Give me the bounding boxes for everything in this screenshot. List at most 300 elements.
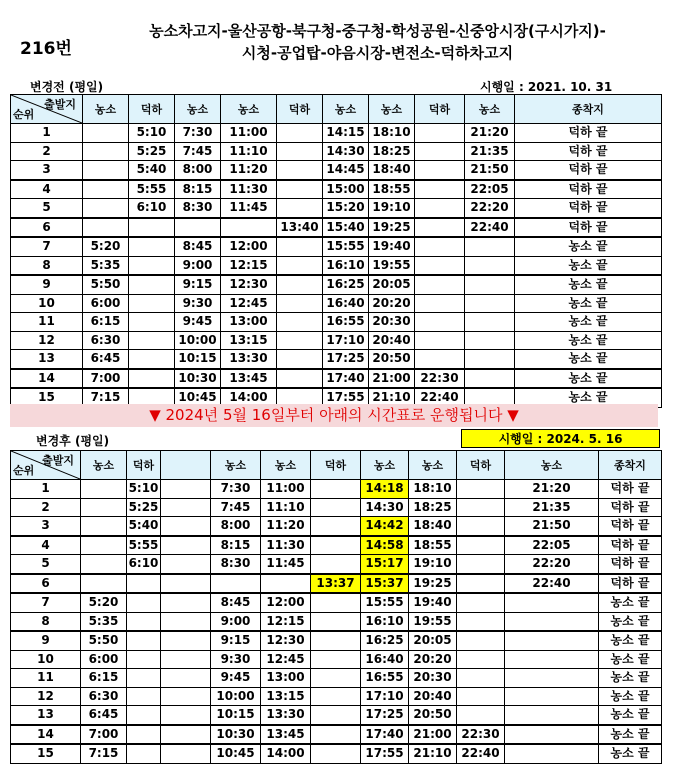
time-cell: 20:40	[369, 331, 415, 350]
before-header-col-8: 덕하	[415, 95, 465, 124]
time-cell: 5:50	[83, 275, 129, 294]
time-cell: 16:25	[323, 275, 369, 294]
time-cell: 13:00	[261, 669, 311, 688]
time-cell: 14:45	[323, 161, 369, 180]
table-row	[11, 350, 662, 369]
time-cell	[465, 237, 515, 256]
terminal-cell: 덕하 끝	[599, 480, 662, 499]
time-cell: 21:35	[505, 498, 599, 517]
terminal-cell: 덕하 끝	[599, 498, 662, 517]
time-cell	[277, 369, 323, 389]
time-cell	[415, 331, 465, 350]
table-row	[11, 142, 662, 161]
terminal-cell: 농소 끝	[599, 593, 662, 612]
schedule-change-notice: ▼ 2024년 5월 16일부터 아래의 시간표로 운행됩니다 ▼	[10, 404, 658, 427]
time-cell: 15:37	[361, 574, 409, 594]
time-cell: 13:15	[261, 687, 311, 706]
terminal-cell: 농소 끝	[515, 256, 662, 275]
time-cell	[311, 498, 361, 517]
time-cell	[161, 480, 211, 499]
time-cell	[81, 480, 127, 499]
time-cell: 22:40	[457, 744, 505, 763]
time-cell	[161, 669, 211, 688]
terminal-cell: 덕하 끝	[515, 142, 662, 161]
time-cell	[175, 218, 221, 238]
time-cell	[415, 313, 465, 332]
time-cell: 20:30	[369, 313, 415, 332]
row-number: 14	[11, 369, 83, 389]
time-cell: 20:20	[409, 650, 457, 669]
time-cell: 11:45	[261, 555, 311, 574]
time-cell: 19:10	[409, 555, 457, 574]
time-cell: 16:10	[361, 612, 409, 631]
row-number: 8	[11, 612, 81, 631]
terminal-cell: 농소 끝	[515, 350, 662, 369]
row-number: 7	[11, 593, 81, 612]
time-cell: 7:15	[81, 744, 127, 763]
time-cell: 14:58	[361, 536, 409, 555]
row-number: 14	[11, 725, 81, 745]
time-cell: 15:55	[323, 237, 369, 256]
time-cell: 6:45	[83, 350, 129, 369]
time-cell: 15:00	[323, 180, 369, 199]
time-cell: 14:30	[361, 498, 409, 517]
table-row	[11, 687, 662, 706]
time-cell: 8:00	[175, 161, 221, 180]
time-cell	[129, 275, 175, 294]
time-cell: 21:50	[505, 517, 599, 536]
row-number: 6	[11, 574, 81, 594]
time-cell	[311, 612, 361, 631]
time-cell: 22:40	[465, 218, 515, 238]
time-cell: 7:30	[175, 124, 221, 143]
time-cell	[161, 536, 211, 555]
time-cell	[465, 369, 515, 389]
time-cell: 16:55	[361, 669, 409, 688]
time-cell	[277, 313, 323, 332]
time-cell	[277, 275, 323, 294]
time-cell	[311, 687, 361, 706]
table-row	[11, 218, 662, 238]
row-number: 13	[11, 350, 83, 369]
terminal-cell: 덕하 끝	[515, 199, 662, 218]
time-cell	[129, 313, 175, 332]
time-cell: 6:30	[83, 331, 129, 350]
time-cell	[311, 593, 361, 612]
time-cell	[457, 498, 505, 517]
route-title-line-1: 농소차고지-울산공항-북구청-중구청-학성공원-신중앙시장(구시가지)-	[149, 22, 606, 40]
after-header-col-5: 농소	[261, 451, 311, 480]
row-number: 4	[11, 180, 83, 199]
time-cell	[161, 687, 211, 706]
after-header-col-3	[161, 451, 211, 480]
time-cell	[83, 199, 129, 218]
terminal-cell: 덕하 끝	[599, 536, 662, 555]
time-cell: 22:30	[415, 369, 465, 389]
time-cell	[127, 744, 161, 763]
time-cell	[505, 706, 599, 725]
before-effective-date: 시행일 : 2021. 10. 31	[480, 80, 613, 94]
time-cell	[465, 256, 515, 275]
terminal-cell: 농소 끝	[515, 388, 662, 407]
time-cell: 10:00	[175, 331, 221, 350]
time-cell: 5:25	[127, 498, 161, 517]
table-row	[11, 237, 662, 256]
row-number: 3	[11, 517, 81, 536]
time-cell	[415, 142, 465, 161]
row-number: 12	[11, 331, 83, 350]
time-cell: 20:50	[409, 706, 457, 725]
terminal-cell: 덕하 끝	[599, 517, 662, 536]
time-cell: 6:10	[127, 555, 161, 574]
time-cell: 21:00	[409, 725, 457, 745]
time-cell: 13:40	[277, 218, 323, 238]
table-row	[11, 294, 662, 313]
terminal-cell: 농소 끝	[599, 669, 662, 688]
time-cell	[415, 256, 465, 275]
table-row	[11, 199, 662, 218]
table-row	[11, 631, 662, 650]
time-cell: 17:25	[323, 350, 369, 369]
table-row	[11, 650, 662, 669]
time-cell	[311, 517, 361, 536]
time-cell: 14:15	[323, 124, 369, 143]
time-cell: 8:15	[175, 180, 221, 199]
row-number: 5	[11, 555, 81, 574]
terminal-cell: 농소 끝	[599, 687, 662, 706]
time-cell: 13:45	[261, 725, 311, 745]
time-cell: 14:00	[221, 388, 277, 407]
time-cell: 8:45	[175, 237, 221, 256]
row-number: 15	[11, 388, 83, 407]
time-cell: 5:35	[83, 256, 129, 275]
time-cell: 18:40	[409, 517, 457, 536]
time-cell	[277, 199, 323, 218]
time-cell	[277, 161, 323, 180]
time-cell: 14:42	[361, 517, 409, 536]
time-cell: 11:45	[221, 199, 277, 218]
time-cell: 22:20	[505, 555, 599, 574]
time-cell	[161, 744, 211, 763]
time-cell	[83, 142, 129, 161]
time-cell	[127, 593, 161, 612]
time-cell: 18:55	[409, 536, 457, 555]
time-cell: 13:15	[221, 331, 277, 350]
time-cell	[83, 180, 129, 199]
time-cell: 18:25	[369, 142, 415, 161]
terminal-cell: 농소 끝	[599, 744, 662, 763]
time-cell	[505, 744, 599, 763]
time-cell: 7:00	[81, 725, 127, 745]
table-row	[11, 517, 662, 536]
table-row	[11, 124, 662, 143]
time-cell	[161, 593, 211, 612]
time-cell: 22:40	[505, 574, 599, 594]
after-header-col-7: 농소	[361, 451, 409, 480]
time-cell: 12:00	[261, 593, 311, 612]
corner-top-label: 출발지	[44, 98, 76, 111]
time-cell: 9:45	[175, 313, 221, 332]
time-cell	[129, 218, 175, 238]
time-cell: 21:00	[369, 369, 415, 389]
time-cell	[457, 574, 505, 594]
terminal-cell: 덕하 끝	[515, 124, 662, 143]
time-cell	[277, 237, 323, 256]
time-cell: 13:45	[221, 369, 277, 389]
terminal-cell: 덕하 끝	[515, 161, 662, 180]
time-cell: 21:10	[369, 388, 415, 407]
time-cell: 12:45	[221, 294, 277, 313]
terminal-cell: 덕하 끝	[599, 555, 662, 574]
corner-top-label: 출발지	[42, 454, 74, 467]
time-cell: 7:00	[83, 369, 129, 389]
time-cell	[129, 369, 175, 389]
time-cell: 21:20	[505, 480, 599, 499]
time-cell: 5:20	[81, 593, 127, 612]
time-cell	[415, 218, 465, 238]
time-cell: 6:10	[129, 199, 175, 218]
time-cell: 10:15	[175, 350, 221, 369]
time-cell: 6:15	[81, 669, 127, 688]
row-number: 11	[11, 669, 81, 688]
time-cell: 15:17	[361, 555, 409, 574]
time-cell	[311, 669, 361, 688]
time-cell: 8:00	[211, 517, 261, 536]
table-row	[11, 536, 662, 555]
time-cell	[505, 669, 599, 688]
time-cell	[415, 350, 465, 369]
time-cell	[457, 555, 505, 574]
before-header-col-2: 덕하	[129, 95, 175, 124]
time-cell: 18:25	[409, 498, 457, 517]
time-cell: 20:05	[369, 275, 415, 294]
time-cell: 7:30	[211, 480, 261, 499]
time-cell: 6:45	[81, 706, 127, 725]
time-cell	[277, 331, 323, 350]
time-cell: 9:30	[175, 294, 221, 313]
time-cell	[457, 536, 505, 555]
time-cell: 17:40	[361, 725, 409, 745]
row-number: 10	[11, 650, 81, 669]
time-cell: 19:10	[369, 199, 415, 218]
time-cell	[505, 593, 599, 612]
time-cell: 9:15	[175, 275, 221, 294]
before-header-col-10: 종착지	[515, 95, 662, 124]
row-number: 1	[11, 124, 83, 143]
time-cell	[161, 706, 211, 725]
table-row	[11, 498, 662, 517]
after-timetable	[10, 450, 662, 764]
time-cell: 17:40	[323, 369, 369, 389]
time-cell: 9:00	[175, 256, 221, 275]
time-cell: 22:30	[457, 725, 505, 745]
table-row	[11, 275, 662, 294]
time-cell: 12:15	[261, 612, 311, 631]
after-effective-date: 시행일 : 2024. 5. 16	[461, 429, 660, 448]
time-cell: 11:00	[261, 480, 311, 499]
before-header-col-6: 농소	[323, 95, 369, 124]
time-cell: 16:55	[323, 313, 369, 332]
row-number: 3	[11, 161, 83, 180]
route-number: 216번	[20, 39, 72, 59]
row-number: 13	[11, 706, 81, 725]
corner-bottom-label: 순위	[13, 108, 35, 121]
time-cell	[457, 706, 505, 725]
time-cell	[311, 480, 361, 499]
time-cell: 5:10	[127, 480, 161, 499]
row-number: 11	[11, 313, 83, 332]
time-cell	[129, 256, 175, 275]
before-timetable	[10, 94, 662, 408]
table-row	[11, 706, 662, 725]
table-row	[11, 369, 662, 389]
time-cell	[261, 574, 311, 594]
time-cell	[127, 725, 161, 745]
time-cell	[505, 687, 599, 706]
time-cell: 7:15	[83, 388, 129, 407]
time-cell: 6:00	[81, 650, 127, 669]
before-header-col-7: 농소	[369, 95, 415, 124]
time-cell	[505, 725, 599, 745]
time-cell	[127, 631, 161, 650]
table-row	[11, 593, 662, 612]
time-cell: 13:30	[221, 350, 277, 369]
time-cell: 13:30	[261, 706, 311, 725]
time-cell: 20:20	[369, 294, 415, 313]
time-cell	[415, 275, 465, 294]
time-cell	[457, 687, 505, 706]
time-cell: 19:25	[409, 574, 457, 594]
time-cell: 20:40	[409, 687, 457, 706]
time-cell: 20:50	[369, 350, 415, 369]
time-cell: 18:10	[409, 480, 457, 499]
time-cell	[129, 237, 175, 256]
time-cell	[457, 650, 505, 669]
after-header-col-11: 종착지	[599, 451, 662, 480]
time-cell: 13:37	[311, 574, 361, 594]
time-cell: 11:20	[261, 517, 311, 536]
terminal-cell: 농소 끝	[515, 331, 662, 350]
time-cell	[457, 631, 505, 650]
time-cell: 11:10	[261, 498, 311, 517]
time-cell	[505, 631, 599, 650]
time-cell	[161, 555, 211, 574]
time-cell	[277, 124, 323, 143]
table-row	[11, 313, 662, 332]
time-cell: 11:30	[261, 536, 311, 555]
terminal-cell: 덕하 끝	[515, 218, 662, 238]
time-cell	[311, 744, 361, 763]
before-header-col-3: 농소	[175, 95, 221, 124]
time-cell: 5:55	[129, 180, 175, 199]
time-cell: 5:55	[127, 536, 161, 555]
time-cell: 12:45	[261, 650, 311, 669]
time-cell	[127, 687, 161, 706]
time-cell: 15:55	[361, 593, 409, 612]
time-cell	[81, 517, 127, 536]
time-cell: 10:45	[211, 744, 261, 763]
after-header-col-2: 덕하	[127, 451, 161, 480]
table-row	[11, 669, 662, 688]
time-cell: 20:05	[409, 631, 457, 650]
row-number: 2	[11, 142, 83, 161]
time-cell: 19:40	[409, 593, 457, 612]
table-row	[11, 480, 662, 499]
after-header-col-6: 덕하	[311, 451, 361, 480]
time-cell	[277, 294, 323, 313]
time-cell: 17:10	[323, 331, 369, 350]
after-header-col-4: 농소	[211, 451, 261, 480]
time-cell: 19:55	[409, 612, 457, 631]
before-header-col-4: 농소	[221, 95, 277, 124]
time-cell	[457, 480, 505, 499]
time-cell	[311, 725, 361, 745]
time-cell: 5:25	[129, 142, 175, 161]
time-cell: 18:40	[369, 161, 415, 180]
time-cell	[457, 612, 505, 631]
time-cell	[81, 555, 127, 574]
terminal-cell: 농소 끝	[599, 612, 662, 631]
row-number: 2	[11, 498, 81, 517]
time-cell: 15:40	[323, 218, 369, 238]
time-cell	[161, 517, 211, 536]
time-cell: 5:50	[81, 631, 127, 650]
time-cell: 6:15	[83, 313, 129, 332]
table-row	[11, 744, 662, 763]
time-cell	[465, 313, 515, 332]
row-number: 10	[11, 294, 83, 313]
time-cell	[311, 631, 361, 650]
time-cell	[129, 331, 175, 350]
before-header-col-5: 덕하	[277, 95, 323, 124]
time-cell	[277, 350, 323, 369]
terminal-cell: 농소 끝	[599, 650, 662, 669]
row-number: 15	[11, 744, 81, 763]
time-cell	[277, 142, 323, 161]
terminal-cell: 농소 끝	[515, 275, 662, 294]
time-cell: 7:45	[211, 498, 261, 517]
time-cell: 21:20	[465, 124, 515, 143]
time-cell: 14:30	[323, 142, 369, 161]
before-header-col-1: 농소	[83, 95, 129, 124]
time-cell: 5:40	[129, 161, 175, 180]
after-header-col-1: 농소	[81, 451, 127, 480]
time-cell: 6:30	[81, 687, 127, 706]
time-cell: 11:20	[221, 161, 277, 180]
time-cell: 22:20	[465, 199, 515, 218]
time-cell: 5:40	[127, 517, 161, 536]
time-cell: 16:10	[323, 256, 369, 275]
row-number: 9	[11, 631, 81, 650]
time-cell: 11:30	[221, 180, 277, 199]
time-cell: 14:00	[261, 744, 311, 763]
time-cell: 10:00	[211, 687, 261, 706]
time-cell: 22:40	[415, 388, 465, 407]
time-cell	[457, 669, 505, 688]
time-cell: 8:30	[211, 555, 261, 574]
after-label: 변경후 (평일)	[36, 434, 110, 448]
time-cell	[161, 612, 211, 631]
table-row	[11, 725, 662, 745]
terminal-cell: 농소 끝	[599, 706, 662, 725]
time-cell: 22:05	[505, 536, 599, 555]
time-cell	[127, 574, 161, 594]
time-cell: 16:40	[361, 650, 409, 669]
time-cell	[465, 275, 515, 294]
row-number: 1	[11, 480, 81, 499]
time-cell	[457, 593, 505, 612]
table-row	[11, 331, 662, 350]
